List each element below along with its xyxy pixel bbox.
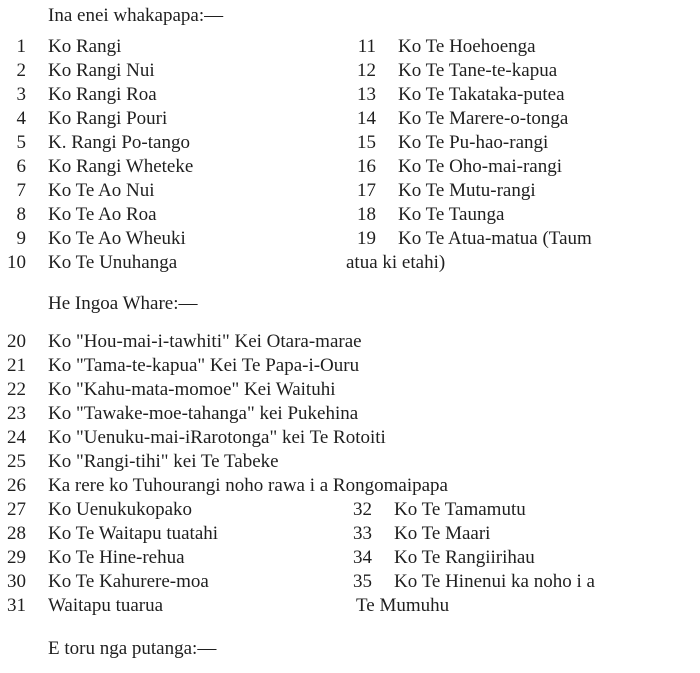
entry-number: 15 (357, 132, 376, 153)
entry-number: 12 (357, 60, 376, 81)
entry-number: 17 (357, 180, 376, 201)
entry-text-continuation: Te Mumuhu (356, 595, 450, 616)
entry-number: 35 (353, 571, 372, 592)
entry-text: Ko Te Maari (394, 523, 491, 544)
entry-text: Ko Te Mutu-rangi (398, 180, 536, 201)
entry-text-continuation: atua ki etahi) (346, 252, 446, 273)
entry-text: Ko Rangi (48, 36, 122, 57)
entry-text: Ko Rangi Wheteke (48, 156, 194, 177)
entry-number: 34 (353, 547, 372, 568)
entry-text: Ko Te Ao Nui (48, 180, 155, 201)
entry-number: 21 (7, 355, 26, 376)
entry-text: Ko Te Hoehoenga (398, 36, 536, 57)
entry-text: Ko "Tawake-moe-tahanga" kei Pukehina (48, 403, 359, 424)
entry-number: 14 (357, 108, 376, 129)
entry-text: Ko Te Hinenui ka noho i a (394, 571, 595, 592)
entry-number: 32 (353, 499, 372, 520)
heading-whakapapa: Ina enei whakapapa:— (48, 5, 224, 26)
entry-number: 11 (357, 36, 376, 57)
entry-text: Ko Te Tamamutu (394, 499, 526, 520)
entry-number: 27 (7, 499, 26, 520)
heading-ingoa-whare: He Ingoa Whare:— (48, 293, 198, 314)
entry-text: Waitapu tuarua (48, 595, 164, 616)
entry-text: Ko Rangi Nui (48, 60, 155, 81)
entry-number: 33 (353, 523, 372, 544)
entry-text: Ko Te Ao Wheuki (48, 228, 186, 249)
entry-number: 28 (7, 523, 26, 544)
entry-number: 19 (357, 228, 376, 249)
entry-text: Ko Te Ao Roa (48, 204, 157, 225)
entry-text: Ko Te Taunga (398, 204, 505, 225)
entry-number: 7 (16, 180, 26, 201)
heading-putanga: E toru nga putanga:— (48, 638, 217, 659)
entry-text: Ko Te Oho-mai-rangi (398, 156, 562, 177)
entry-number: 6 (16, 156, 26, 177)
entry-number: 8 (16, 204, 26, 225)
entry-text: Ko Rangi Pouri (48, 108, 168, 129)
entry-number: 2 (16, 60, 26, 81)
entry-text: Ko "Hou-mai-i-tawhiti" Kei Otara-marae (48, 331, 362, 352)
entry-number: 25 (7, 451, 26, 472)
entry-number: 4 (16, 108, 26, 129)
entry-number: 20 (7, 331, 26, 352)
entry-text: Ko Rangi Roa (48, 84, 157, 105)
entry-text: Ka rere ko Tuhourangi noho rawa i a Rongomaipapa (48, 475, 448, 496)
entry-text: Ko "Rangi-tihi" kei Te Tabeke (48, 451, 279, 472)
entry-text: Ko Te Tane-te-kapua (398, 60, 558, 81)
entry-text: Ko Te Takataka-putea (398, 84, 565, 105)
entry-number: 31 (7, 595, 26, 616)
entry-text: Ko "Tama-te-kapua" Kei Te Papa-i-Ouru (48, 355, 360, 376)
entry-number: 5 (16, 132, 26, 153)
entry-text: Ko "Kahu-mata-momoe" Kei Waituhi (48, 379, 336, 400)
entry-text: Ko Te Marere-o-tonga (398, 108, 569, 129)
entry-text: K. Rangi Po-tango (48, 132, 190, 153)
entry-number: 29 (7, 547, 26, 568)
entry-text: Ko Te Atua-matua (Taum (398, 228, 592, 249)
entry-text: Ko Uenukukopako (48, 499, 193, 520)
entry-number: 13 (357, 84, 376, 105)
entry-text: Ko Te Rangiirihau (394, 547, 535, 568)
entry-number: 18 (357, 204, 376, 225)
entry-number: 9 (16, 228, 26, 249)
entry-text: Ko Te Kahurere-moa (48, 571, 209, 592)
entry-number: 22 (7, 379, 26, 400)
entry-text: Ko "Uenuku-mai-iRarotonga" kei Te Rotoiti (48, 427, 386, 448)
entry-number: 26 (7, 475, 26, 496)
entry-text: Ko Te Hine-rehua (48, 547, 185, 568)
entry-number: 30 (7, 571, 26, 592)
entry-text: Ko Te Waitapu tuatahi (48, 523, 219, 544)
entry-number: 24 (7, 427, 26, 448)
entry-text: Ko Te Pu-hao-rangi (398, 132, 549, 153)
entry-number: 3 (16, 84, 26, 105)
entry-number: 10 (7, 252, 26, 273)
entry-number: 23 (7, 403, 26, 424)
entry-number: 16 (357, 156, 376, 177)
entry-text: Ko Te Unuhanga (48, 252, 178, 273)
entry-number: 1 (16, 36, 26, 57)
